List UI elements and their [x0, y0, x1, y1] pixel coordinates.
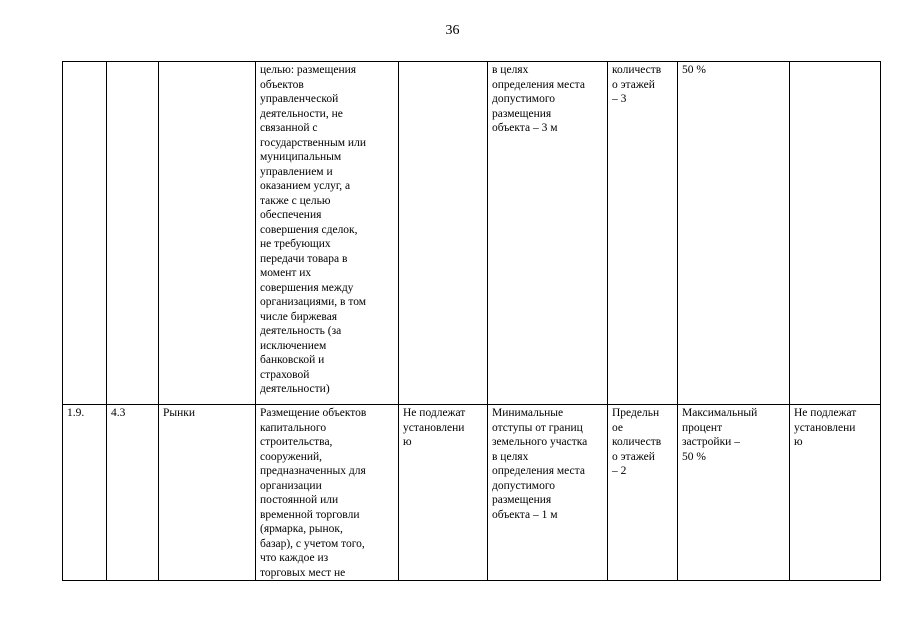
- code-cell: 4.3: [107, 405, 159, 581]
- parameter-b-cell: Не подлежат установлени ю: [790, 405, 881, 581]
- parameter-a-cell: [399, 62, 488, 405]
- setback-cell: в целях определения места допустимого размещения объекта – 3 м: [488, 62, 608, 405]
- floors-cell: количеств о этажей – 3: [608, 62, 678, 405]
- row-number-cell: [63, 62, 107, 405]
- description-cell: целью: размещения объектов управленческой деятельности, не связанной с государственным или муниципальным управлением и оказанием услуг, а также с целью обеспечения совершения сделок, не требующих передачи товара в момент их совершения между организациями, в том числе биржевая деятельность (за исключением банковской и страховой деятельности): [256, 62, 399, 405]
- table-body: [63, 62, 881, 581]
- name-cell: [159, 62, 256, 405]
- page-number: 36: [445, 23, 460, 38]
- parameter-b-cell: [790, 62, 881, 405]
- coverage-cell: Максимальный процент застройки – 50 %: [678, 405, 790, 581]
- setback-cell: Минимальные отступы от границ земельного участка в целях определения места допустимого размещения объекта – 1 м: [488, 405, 608, 581]
- code-cell: [107, 62, 159, 405]
- table-row: [63, 62, 881, 405]
- regulations-table: [62, 61, 881, 581]
- parameter-a-cell: Не подлежат установлени ю: [399, 405, 488, 581]
- table-row: [63, 405, 881, 581]
- floors-cell: Предельн ое количеств о этажей – 2: [608, 405, 678, 581]
- description-cell: Размещение объектов капитального строительства, сооружений, предназначенных для организации постоянной или временной торговли (ярмарка, рынок, базар), с учетом того, что каждое из торговых мест не: [256, 405, 399, 581]
- row-number-cell: 1.9.: [63, 405, 107, 581]
- coverage-cell: 50 %: [678, 62, 790, 405]
- name-cell: Рынки: [159, 405, 256, 581]
